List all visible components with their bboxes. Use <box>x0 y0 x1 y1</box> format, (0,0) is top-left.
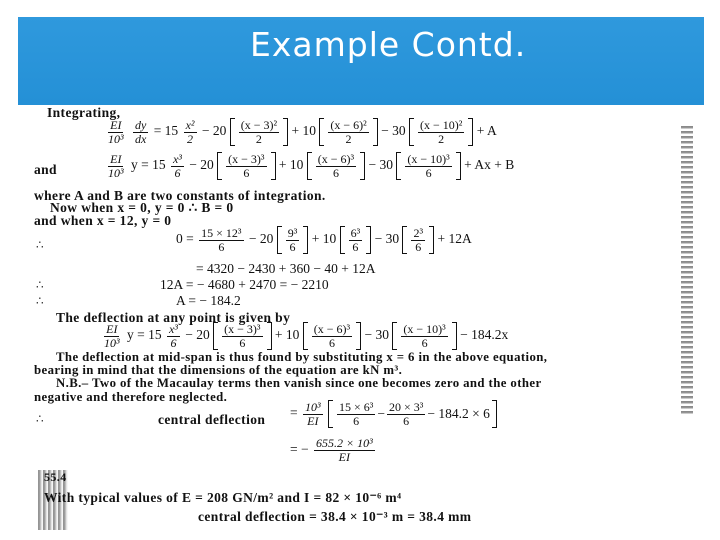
equation-5: 12A = − 4680 + 2470 = − 2210 <box>160 277 329 292</box>
therefore-mark-2: ∴ <box>36 278 44 292</box>
equation-4: = 4320 − 2430 + 360 − 40 + 12A <box>196 261 376 276</box>
equation-8: = $\frac{\text{10³}}{EI}$ $\frac{\text{15 × 6³}}{6}$ − $\frac{\text{20 × 3³}}{6}$ − 184.2 × 6 <box>290 400 497 428</box>
nb-paragraph-line-2: negative and therefore neglected. <box>34 390 228 404</box>
and-when-text: and when x = 12, y = 0 <box>34 213 172 228</box>
scan-edge-artifact <box>681 126 693 416</box>
now-when-text: Now when x = 0, y = 0 ∴ B = 0 <box>50 200 234 215</box>
slide-title: Example Contd. <box>250 25 527 64</box>
integrating-label: Integrating, <box>47 105 121 120</box>
equation-2: $\frac{EI}{\text{10³}}$ y = 15 $\frac{\text{x³}}{6}$ − 20 $\frac{\text{(x − 3)³}}{6}$ + 10 $\frac{\text{(x − 6)³}}{6}$ − 30 $\frac{\text{(x − 10)³}}{6}$ + Ax + B <box>108 151 515 180</box>
and-label: and <box>34 162 57 177</box>
typical-values-text: With typical values of E = 208 GN/m² and I = 82 × 10⁻⁶ m⁴ <box>44 490 402 505</box>
therefore-mark-4: ∴ <box>36 412 44 426</box>
equation-3: 0 = $\frac{\text{15 × 12³}}{6}$ − 20 $\frac{\text{9³}}{6}$ + 10 $\frac{\text{6³}}{6}$ − 30 $\frac{\text{2³}}{6}$ + 12A <box>176 225 472 254</box>
equation-1: $\frac{EI}{\text{10³}}$ $\frac{dy}{dx}$ = 15 $\frac{\text{x²}}{2}$ − 20 $\frac{\text{(x − 3)²}}{2}$ + 10 $\frac{\text{(x − 6)²}}{2}$ − 30 $\frac{\text{(x − 10)²}}{2}$ + A <box>108 117 497 146</box>
equation-9: = − $\frac{\text{655.2 × 10³}}{EI}$ <box>290 436 373 464</box>
therefore-mark-3: ∴ <box>36 294 44 308</box>
final-central-deflection: central deflection = 38.4 × 10⁻³ m = 38.4 mm <box>198 509 472 524</box>
slide-title-bar <box>18 17 704 105</box>
therefore-mark: ∴ <box>36 238 44 252</box>
equation-7: $\frac{EI}{\text{10³}}$ y = 15 $\frac{\text{x³}}{6}$ − 20 $\frac{\text{(x − 3)³}}{6}$ + 10 $\frac{\text{(x − 6)³}}{6}$ − 30 $\frac{\text{(x − 10)³}}{6}$ − 184.2x <box>104 321 509 350</box>
midspan-paragraph-line-2: bearing in mind that the dimensions of the equation are kN m³. <box>34 363 403 377</box>
nb-paragraph-line-1: N.B.– Two of the Macaulay terms then vanish since one becomes zero and the other <box>56 376 542 390</box>
reference-number: 55.4 <box>44 470 67 484</box>
equation-6: A = − 184.2 <box>176 293 241 308</box>
central-deflection-label: central deflection <box>158 412 266 427</box>
constants-text: where A and B are two constants of integration. <box>34 188 326 203</box>
midspan-paragraph-line-1: The deflection at mid-span is thus found by substituting x = 6 in the above equation, <box>56 350 548 364</box>
deflection-any-point-text: The deflection at any point is given by <box>56 310 291 325</box>
